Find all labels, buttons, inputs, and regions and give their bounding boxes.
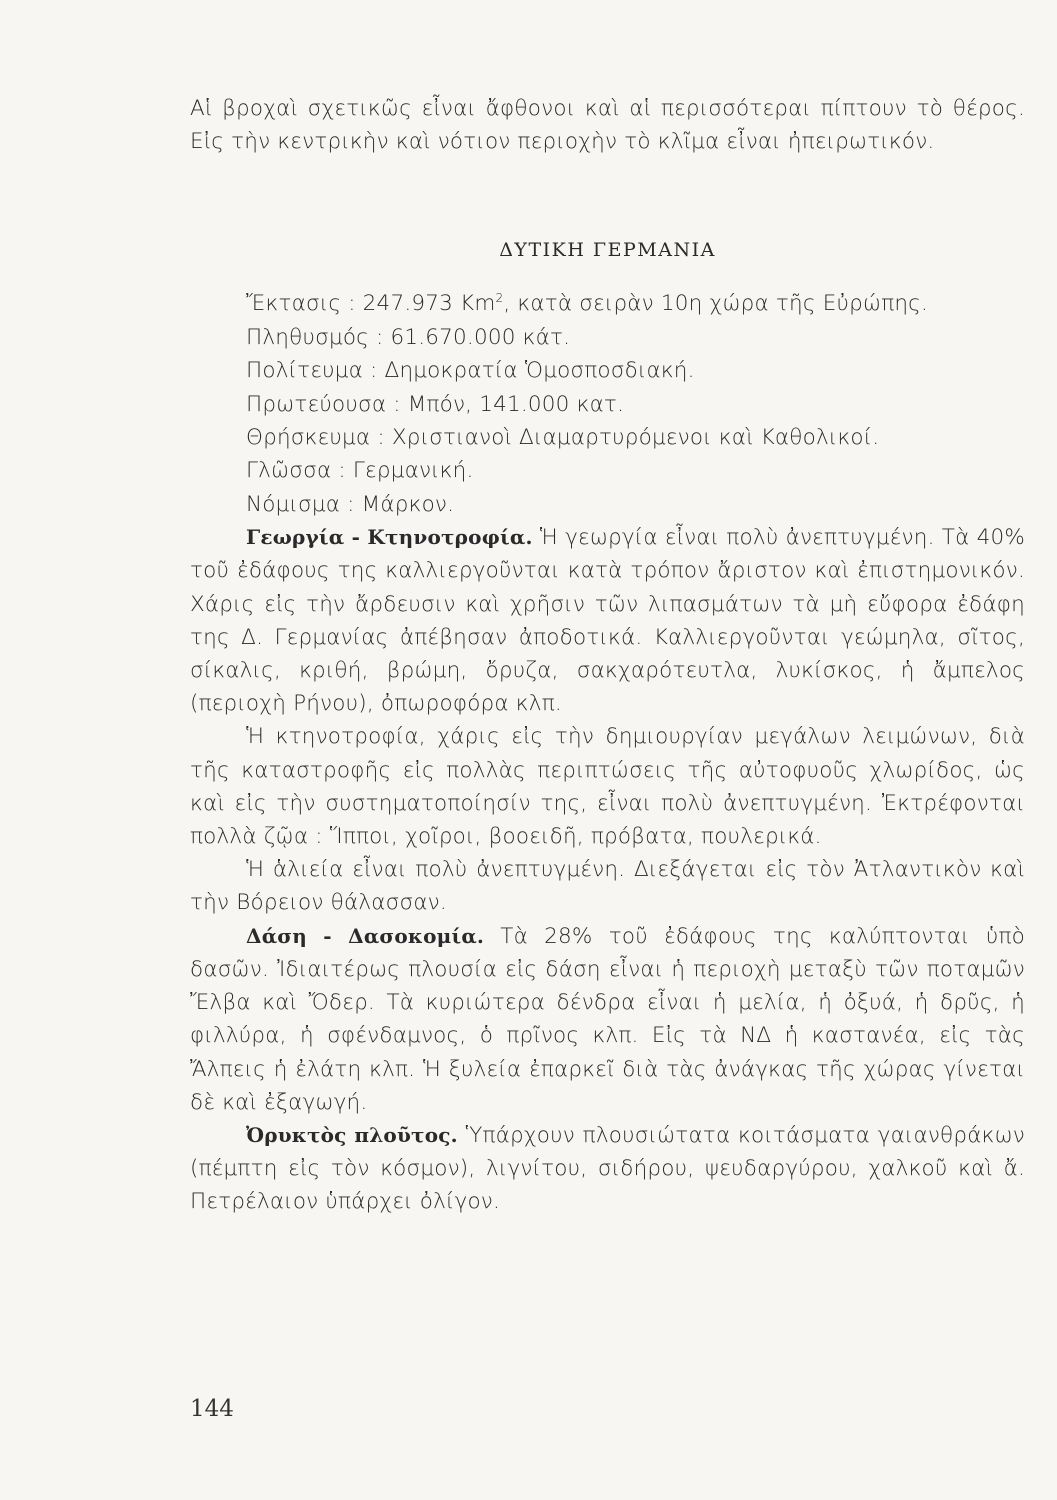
fact-area-superscript: 2 [495,291,504,306]
fact-language: Γλῶσσα : Γερμανική. [246,458,474,484]
minerals-paragraph [190,1119,1025,1219]
livestock-paragraph: Ἡ κτηνοτροφία, χάρις εἰς τὴν δημιουργίαν μεγάλων λειμώνων, διὰ τῆς καταστροφῆς εἰς πολλὰς περιπτώσεις τῆς αὐτοφυοῦς χλωρίδος, ὡς καὶ εἰς τὴν συστηματοποίησίν της, εἶναι πολὺ ἀνεπτυγμένη. Ἐκτρέφονται πολλὰ ζῷα : Ἵπποι, χοῖροι, βοοειδῆ, πρόβατα, πουλερικά. [190,724,1025,850]
forest-text: Τὰ 28% τοῦ ἐδάφους της καλύπτονται ὑπὸ δασῶν. Ἰδιαιτέρως πλουσία εἰς δάση εἶναι ἡ περιοχὴ μεταξὺ τῶν ποταμῶν Ἔλβα καὶ Ὄδερ. Τὰ κυριώτερα δένδρα εἶναι ἡ μελία, ἡ ὀξυά, ἡ δρῦς, ἡ φιλλύρα, ἡ σφένδαμνος, ὁ πρῖνος κλπ. Εἰς τὰ ΝΔ ἡ καστανέα, εἰς τὰς Ἄλπεις ἡ ἐλάτη κλπ. Ἡ ξυλεία ἐπαρκεῖ διὰ τὰς ἀνάγκας τῆς χώρας γίνεται δὲ καὶ ἐξαγωγή. [190,923,1025,1115]
fishing-paragraph: Ἡ ἁλιεία εἶναι πολὺ ἀνεπτυγμένη. Διεξάγεται εἰς τὸν Ἀτλαντικὸν καὶ τὴν Βόρειον θάλασσαν. [190,857,1025,916]
fact-population: Πληθυσμός : 61.670.000 κάτ. [246,324,571,350]
country-facts [246,287,1025,521]
fact-government: Πολίτευμα : Δημοκρατία Ὁμοσποσδιακή. [246,358,695,384]
minerals-text: Ὑπάρχουν πλουσιώτατα κοιτάσματα γαιανθράκων (πέμπτη εἰς τὸν κόσμον), λιγνίτου, σιδήρου, ψευδαργύρου, χαλκοῦ καὶ ἄ. Πετρέλαιον ὑπάρχει ὀλίγον. [190,1122,1025,1215]
agriculture-text: Ἡ γεωργία εἶναι πολὺ ἀνεπτυγμένη. Τὰ 40% τοῦ ἐδάφους της καλλιεργοῦνται κατὰ τρόπον ἄριστον καὶ ἐπιστημονικόν. Χάρις εἰς τὴν ἄρδευσιν καὶ χρῆσιν τῶν λιπασμάτων τὰ μὴ εὔφορα ἐδάφη της Δ. Γερμανίας ἀπέβησαν ἀποδοτικά. Καλλιεργοῦνται γεώμηλα, σῖτος, σίκαλις, κριθή, βρώμη, ὄρυζα, σακχαρότευτλα, λυκίσκος, ἡ ἄμπελος (περιοχὴ Ρήνου), ὀπωροφόρα κλπ. [190,525,1025,717]
fact-capital: Πρωτεύουσα : Μπόν, 141.000 κατ. [246,391,625,417]
forest-title: Δάση - Δασοκομία. [246,923,485,948]
country-heading: ΔΥΤΙΚΗ ΓΕΡΜΑΝΙΑ [499,239,716,262]
fact-currency: Νόμισμα : Μάρκον. [246,491,455,517]
agriculture-paragraph [190,521,1025,720]
page-number: 144 [190,1396,234,1422]
intro-paragraph: Αἱ βροχαὶ σχετικῶς εἶναι ἄφθονοι καὶ αἱ περισσότεραι πίπτουν τὸ θέρος. Εἰς τὴν κεντρικὴν καὶ νότιον περιοχὴν τὸ κλῖμα εἶναι ἠπειρωτικόν. [190,96,1025,155]
fact-area-label: Ἔκτασις : 247.973 Km [246,291,496,317]
fact-area [246,287,1025,320]
fact-religion: Θρήσκευμα : Χριστιανοὶ Διαμαρτυρόμενοι καὶ Καθολικοί. [246,425,880,451]
forest-paragraph [190,920,1025,1119]
minerals-title: Ὀρυκτὸς πλοῦτος. [246,1122,458,1147]
fact-area-rest: , κατὰ σειρὰν 10η χώρα τῆς Εὐρώπης. [503,291,929,317]
agriculture-title: Γεωργία - Κτηνοτροφία. [246,525,533,550]
page-body [190,92,1025,1219]
